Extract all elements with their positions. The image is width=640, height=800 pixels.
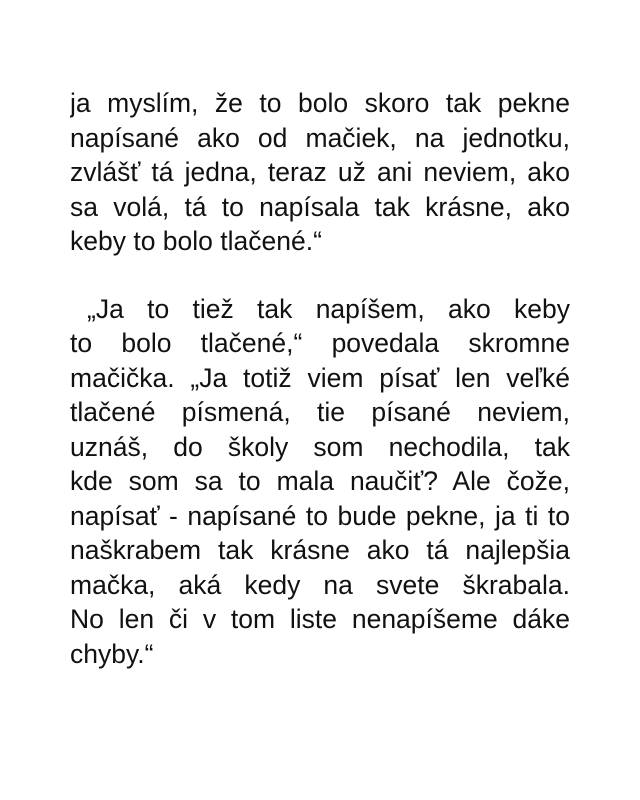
text-line: sa volá, tá to napísala tak krásne, ako — [70, 191, 570, 222]
text-line: uznáš, do školy som nechodila, tak — [70, 431, 570, 462]
text-line: ja myslím, že to bolo skoro tak pekne — [70, 88, 570, 118]
text-line: keby to bolo tlačené.“ — [70, 226, 322, 256]
paragraph-2 — [70, 292, 570, 672]
text-line: mačička. „Ja totiž viem písať len veľké — [70, 362, 570, 393]
text-line: napísané ako od mačiek, na jednotku, — [70, 122, 570, 153]
text-line: mačka, aká kedy na svete škrabala. — [70, 569, 570, 600]
text-line: No len či v tom liste nenapíšeme dáke — [70, 604, 570, 634]
book-page — [70, 86, 570, 671]
text-line: napísať - napísané to bude pekne, ja ti to — [70, 500, 570, 531]
text-line: zvlášť tá jedna, teraz už ani neviem, ako — [70, 157, 570, 187]
text-line: to bolo tlačené,“ povedala skromne — [70, 328, 570, 358]
paragraph-spacer — [70, 259, 570, 292]
text-line: kde som sa to mala naučiť? Ale čože, — [70, 466, 570, 496]
paragraph-1 — [70, 86, 570, 259]
text-line: „Ja to tiež tak napíšem, ako keby — [87, 293, 570, 324]
text-line: naškrabem tak krásne ako tá najlepšia — [70, 535, 570, 565]
text-line: chyby.“ — [70, 638, 154, 669]
text-line: tlačené písmená, tie písané neviem, — [70, 397, 570, 427]
